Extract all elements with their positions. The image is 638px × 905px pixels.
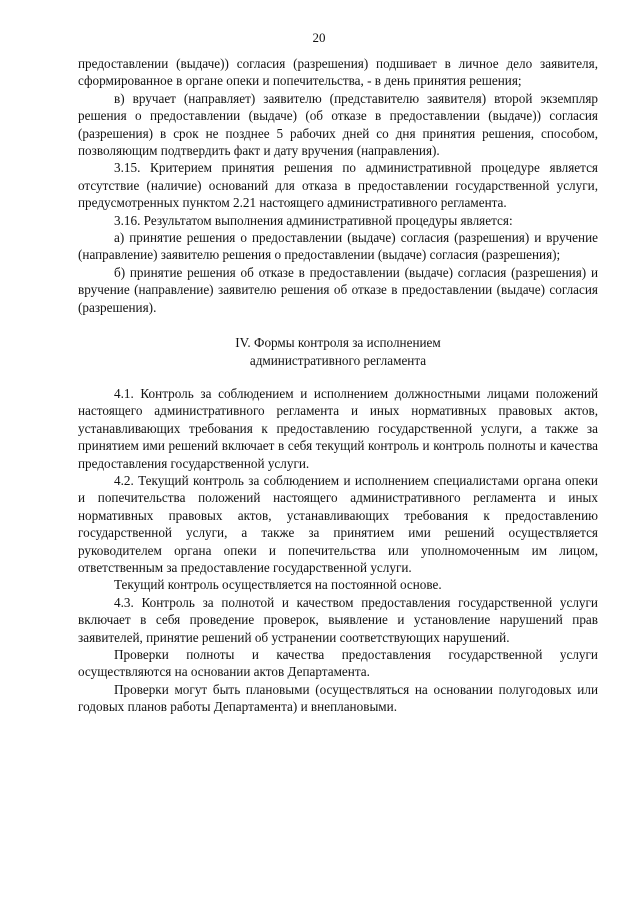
paragraph-3-16: 3.16. Результатом выполнения административной процедуры является: <box>114 212 513 228</box>
paragraph-item-a: а) принятие решения о предоставлении (выдаче) согласия (разрешения) и вручение (направление) заявителю решения о предоставлении (выдаче) согласия (разрешения); <box>78 230 598 263</box>
document-body <box>78 55 598 716</box>
paragraph-3-15: 3.15. Критерием принятия решения по административной процедуре является отсутствие (наличие) оснований для отказа в предоставлении государственной услуги, предусмотренных пунктом 2.21 настоящего административного регламента. <box>78 160 598 211</box>
page-number: 20 <box>312 30 326 45</box>
section-heading <box>78 334 598 369</box>
paragraph-4-3: 4.3. Контроль за полнотой и качеством предоставления государственной услуги включает в себя проведение проверок, выявление и установление нарушений прав заявителей, принятие решений об устранении соответствующих нарушений. <box>78 594 598 645</box>
paragraph-4-1: 4.1. Контроль за соблюдением и исполнением должностными лицами положений настоящего административного регламента и иных нормативных правовых актов, устанавливающих требования к предоставлению государственной услуги, а также за принятием ими решений включает в себя текущий контроль и контроль полноты и качества предоставления государственной услуги. <box>78 385 598 471</box>
paragraph-current-control: Текущий контроль осуществляется на постоянной основе. <box>114 577 442 593</box>
paragraph-4-2: 4.2. Текущий контроль за соблюдением и исполнением специалистами органа опеки и попечительства положений настоящего административного регламента и иных нормативных правовых актов, устанавливающих требования к предоставлению государственной услуги, а также за принятием ими решений осуществляется руководителем органа опеки и попечительства или уполномоченным им лицом, ответственным за предоставление государственной услуги. <box>78 472 598 575</box>
paragraph-item-b: б) принятие решения об отказе в предоставлении (выдаче) согласия (разрешения) и вручение (направление) заявителю решения об отказе в предоставлении (выдаче) согласия (разрешения). <box>78 264 598 315</box>
paragraph-inspections-basis: Проверки полноты и качества предоставления государственной услуги осуществляются на основании актов Департамента. <box>78 647 598 680</box>
paragraph-item-v: в) вручает (направляет) заявителю (представителю заявителя) второй экземпляр решения о предоставлении (выдаче) (об отказе в предоставлении (выдаче)) согласия (разрешения) в срок не позднее 5 рабочих дней со дня принятия решения, способом, позволяющим подтвердить факт и дату вручения (направления). <box>78 90 598 159</box>
section-heading-line-2: административного регламента <box>249 352 427 368</box>
paragraph-inspections-types: Проверки могут быть плановыми (осуществляться на основании полугодовых или годовых планов работы Департамента) и внеплановыми. <box>78 681 598 715</box>
paragraph-decision-filing: предоставлении (выдаче)) согласия (разрешения) подшивает в личное дело заявителя, сформированное в органе опеки и попечительства, - в день принятия решения; <box>78 56 598 89</box>
section-heading-line-1: IV. Формы контроля за исполнением <box>235 335 441 351</box>
